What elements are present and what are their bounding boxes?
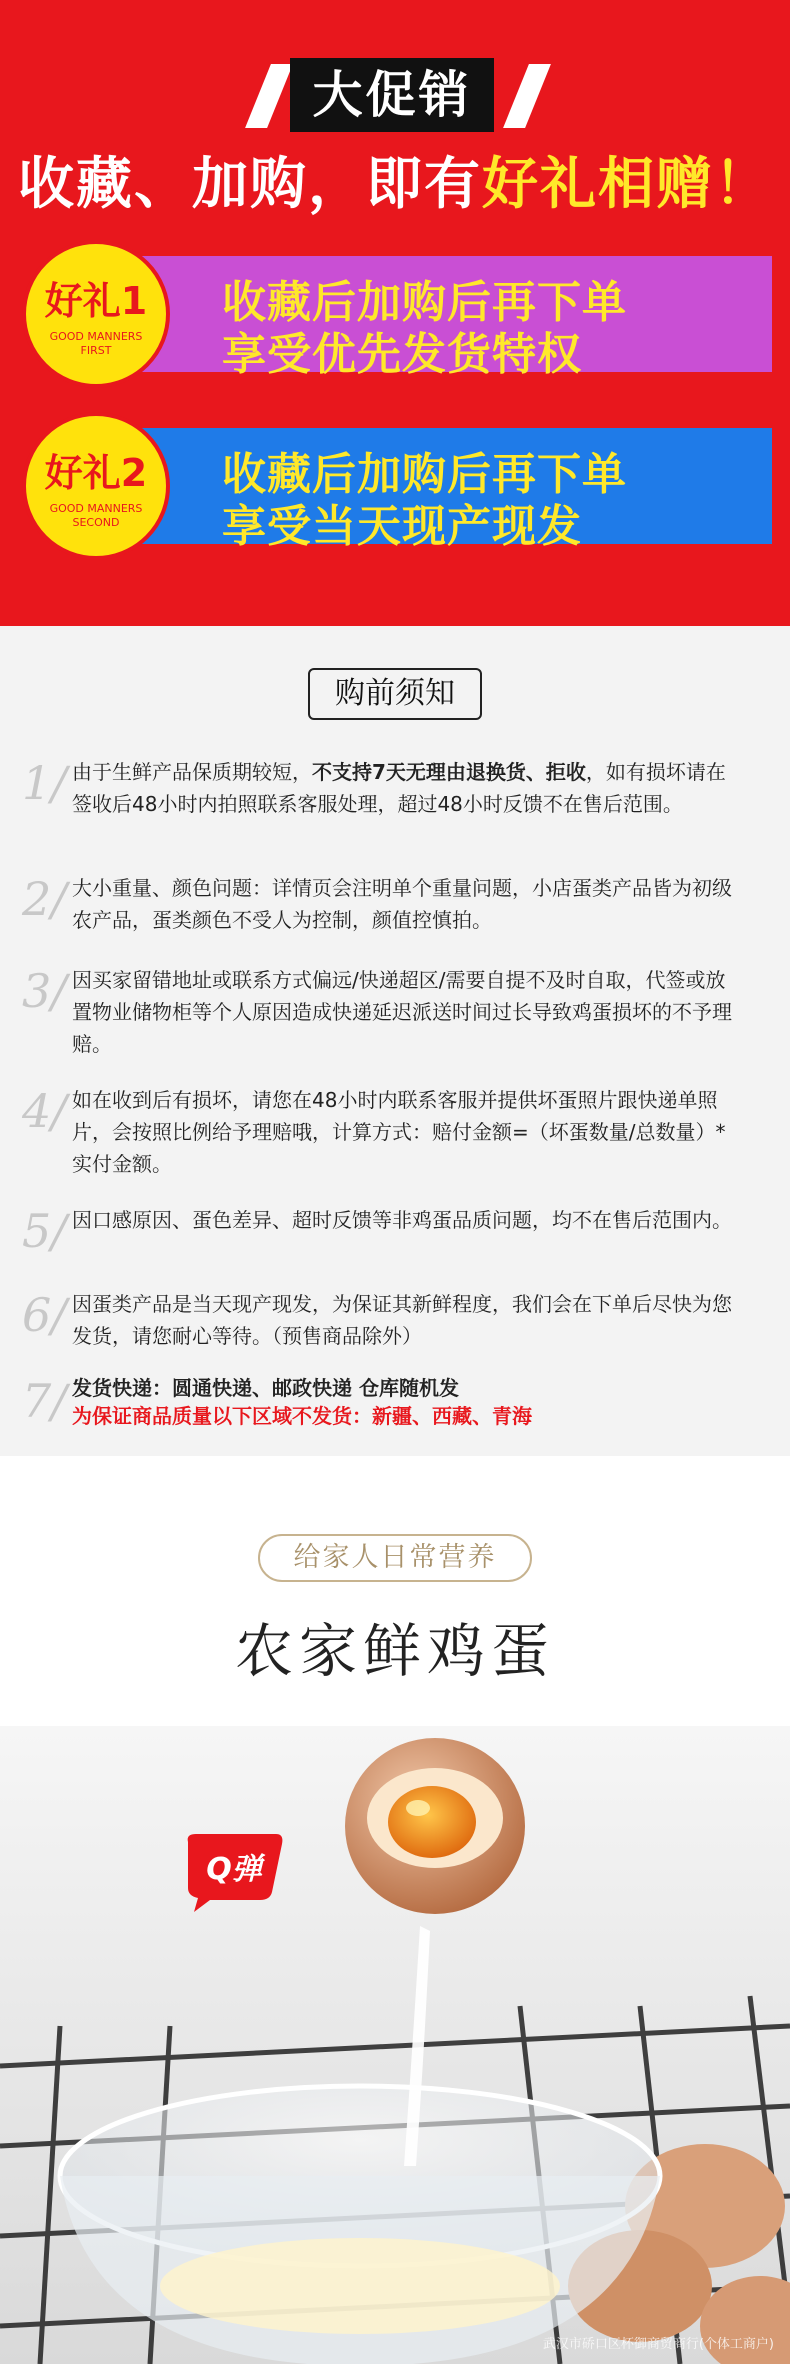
gift-en-line2: SECOND [72,516,120,529]
sale-badge-label: 大促销 [290,58,494,132]
gift-title: 好礼1 [44,279,148,323]
notice-title: 购前须知 [308,668,482,720]
egg-photo [0,1726,790,2364]
item-number: 4/ [22,1084,67,1138]
product-hero [0,1456,790,2364]
item-text: 因蛋类产品是当天现产现发，为保证其新鲜程度，我们会在下单后尽快为您发货，请您耐心等待。（预售商品除外） [72,1292,732,1348]
egg-illustration [0,1726,790,2364]
gift-en-line1: GOOD MANNERS [49,330,143,343]
item-number: 7/ [22,1374,67,1428]
item-number: 2/ [22,872,67,926]
promo-headline [0,150,790,220]
promo-banner [0,0,790,626]
gift-bar [114,428,772,552]
shop-watermark: 武汉市硚口区杯御商贸商行(个体工商户) [542,2337,774,2352]
tagline-pill: 给家人日常营养 [258,1534,532,1582]
gift-en-line2: FIRST [80,344,112,357]
item-text [72,1374,742,1430]
item-text: 如在收到后有损坏，请您在48小时内联系客服并提供坏蛋照片跟快递单照片，会按照比例给予理赔哦，计算方式：赔付金额=（坏蛋数量/总数量）*实付金额。 [72,1088,726,1176]
purchase-notice [0,626,790,1456]
item-text: 由于生鲜产品保质期较短，不支持7天无理由退换货、拒收，如有损坏请在签收后48小时内拍照联系客服处理，超过48小时反馈不在售后范围。 [72,760,726,816]
shipping-restriction: 为保证商品质量以下区域不发货：新疆、西藏、青海 [72,1404,532,1428]
headline-prefix: 收藏、加购，即有 [18,152,482,217]
q-badge-label: Q弹 [206,1852,262,1887]
gift-card-2 [22,412,762,562]
gift-line1: 收藏后加购后再下单 [222,277,627,328]
product-title: 农家鲜鸡蛋 [234,1617,555,1685]
gift-line2: 享受当天现产现发 [222,501,582,552]
item-text: 因口感原因、蛋色差异、超时反馈等非鸡蛋品质问题，均不在售后范围内。 [72,1208,732,1232]
badge-slash-left [245,64,293,128]
gift-line2: 享受优先发货特权 [222,329,582,380]
shipping-info: 发货快递：圆通快递、邮政快递 仓库随机发 [72,1376,459,1400]
headline-highlight: 好礼相赠！ [482,152,772,217]
gift-badge [22,240,170,388]
item-number: 6/ [22,1288,67,1342]
gift-card-1 [22,240,762,390]
item-text: 因买家留错地址或联系方式偏远/快递超区/需要自提不及时自取，代签或放置物业储物柜等个人原因造成快递延迟派送时间过长导致鸡蛋损坏的不予理赔。 [72,968,732,1056]
gift-line1: 收藏后加购后再下单 [222,449,627,500]
item-number: 5/ [22,1204,67,1258]
gift-en-line1: GOOD MANNERS [49,502,143,515]
gift-title: 好礼2 [44,451,148,495]
item-text: 大小重量、颜色问题：详情页会注明单个重量问题，小店蛋类产品皆为初级农产品，蛋类颜色不受人为控制，颜值控慎拍。 [72,876,732,932]
item-number: 1/ [22,756,67,810]
gift-bar [114,256,772,380]
item-number: 3/ [22,964,67,1018]
badge-slash-right [503,64,551,128]
gift-badge [22,412,170,560]
sale-badge [258,58,538,132]
